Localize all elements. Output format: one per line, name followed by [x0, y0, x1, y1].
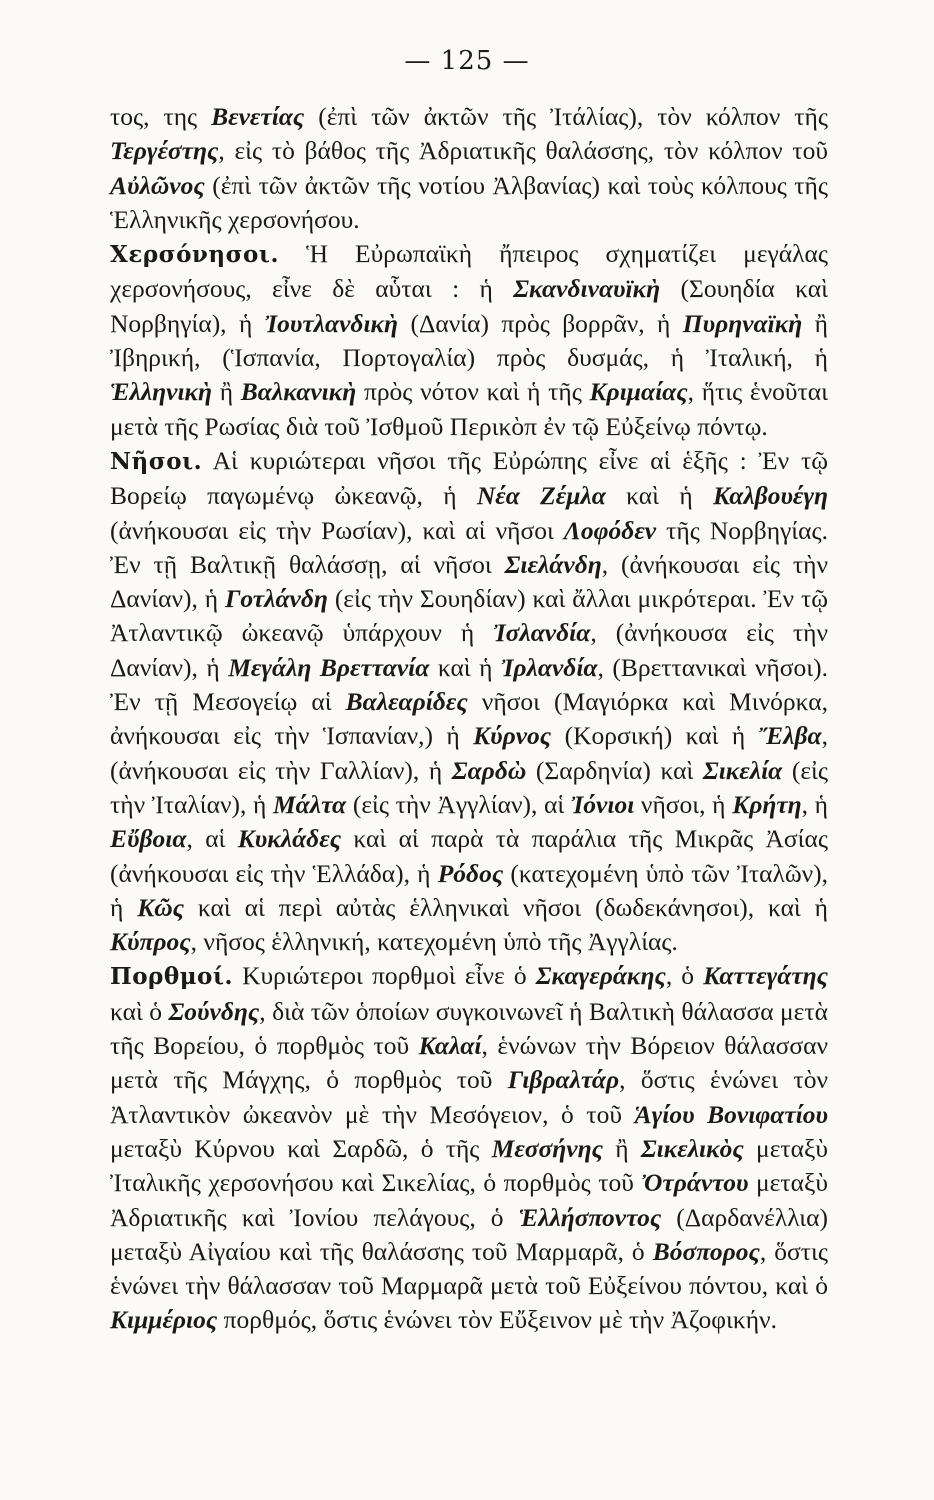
- text-run: μεταξὺ Ἰταλικῆς χερσονήσου καὶ Σικελίας, ὁ πορθμὸς τοῦ: [110, 1133, 829, 1198]
- text-run: μεταξὺ Ἀδριατικῆς καὶ Ἰονίου πελάγους, ὁ: [110, 1168, 828, 1232]
- text-run: τῆς Νορβηγίας. Ἐν τῇ Βαλτικῇ θαλάσσῃ, αἱ νῆσοι: [110, 515, 828, 579]
- emphasized-place-name: Σκαγεράκης: [535, 961, 666, 991]
- text-run: νῆσοι, ἡ: [634, 789, 733, 819]
- text-run: (Σαρδηνία) καὶ: [526, 755, 703, 785]
- text-run: (εἰς τὴν Ἰταλίαν), ἡ: [110, 755, 828, 819]
- text-run: , διὰ τῶν ὁποίων συγκοινωνεῖ ἡ Βαλτικὴ θάλασσα μετὰ τῆς Βορείου, ὁ πορθμὸς τοῦ: [110, 996, 828, 1061]
- text-run: καὶ ὁ: [110, 996, 169, 1026]
- emphasized-place-name: Σούνδης: [168, 996, 260, 1026]
- emphasized-place-name: Μεσσήνης: [491, 1133, 603, 1163]
- emphasized-place-name: Ὀτράντου: [641, 1168, 749, 1198]
- emphasized-place-name: Σικελικὸς: [640, 1133, 744, 1163]
- emphasized-place-name: Ἰόνιοι: [570, 789, 635, 819]
- section-heading: Πορθμοί.: [110, 963, 234, 991]
- emphasized-place-name: Βόσπορος: [652, 1236, 760, 1266]
- emphasized-place-name: Ἰσλανδία: [493, 618, 591, 648]
- text-run: Αἱ κυριώτεραι νῆσοι τῆς Εὐρώπης εἶνε αἱ ἑξῆς : Ἐν τῷ Βορείῳ παγωμένῳ ὠκεανῷ, ἡ: [110, 445, 828, 511]
- emphasized-place-name: Σικελία: [702, 755, 783, 785]
- emphasized-place-name: Μεγάλη Βρεττανία: [228, 652, 430, 682]
- emphasized-place-name: Σαρδὼ: [451, 755, 527, 785]
- text-run: καὶ ἡ: [429, 652, 501, 682]
- emphasized-place-name: Κρήτη: [732, 789, 802, 819]
- text-run: πορθμός, ὅστις ἑνώνει τὸν Εὔξεινον μὲ τὴν Ἀζοφικήν.: [217, 1305, 777, 1335]
- text-run: , (ἀνήκουσαι εἰς τὴν Δανίαν), ἡ: [110, 549, 828, 614]
- text-run: (ἀνήκουσαι εἰς τὴν Ρωσίαν), καὶ αἱ νῆσοι: [110, 515, 564, 545]
- paragraph-gulfs: [110, 100, 828, 237]
- emphasized-place-name: Κῶς: [137, 892, 185, 922]
- page-number: — 125 —: [404, 46, 530, 76]
- text-run: καὶ αἱ παρὰ τὰ παράλια τῆς Μικρᾶς Ἀσίας (ἀνήκουσαι εἰς τὴν Ἑλλάδα), ἡ: [110, 824, 828, 888]
- emphasized-place-name: Ἁγίου Βονιφατίου: [634, 1099, 828, 1129]
- emphasized-place-name: Μάλτα: [273, 789, 347, 819]
- emphasized-place-name: Γιβραλτάρ: [507, 1065, 620, 1095]
- text-run: τος, της: [110, 102, 212, 131]
- text-run: καὶ αἱ περὶ αὐτὰς ἑλληνικαὶ νῆσοι (δωδεκάνησοι), καὶ ἡ: [184, 892, 828, 922]
- emphasized-place-name: Καλβουέγη: [712, 481, 828, 511]
- text-run: μεταξὺ Κύρνου καὶ Σαρδῶ, ὁ τῆς: [110, 1133, 492, 1163]
- text-run: ἢ: [602, 1133, 641, 1163]
- emphasized-place-name: Γοτλάνδη: [225, 584, 328, 614]
- emphasized-place-name: Ἑλλήσποντος: [518, 1202, 662, 1232]
- emphasized-place-name: Ἰουτλανδικὴ: [264, 308, 399, 338]
- emphasized-place-name: Ἰρλανδία: [500, 652, 598, 682]
- text-run: (Σουηδία καὶ Νορβηγία), ἡ: [110, 274, 828, 338]
- text-run: ἢ Ἰβηρική, (Ἱσπανία, Πορτογαλία) πρὸς δυσμάς, ἡ Ἰταλική, ἡ: [110, 308, 828, 373]
- emphasized-place-name: Τεργέστης: [110, 136, 219, 166]
- text-run: , ὁ: [665, 961, 704, 991]
- emphasized-place-name: Καλαί: [418, 1031, 482, 1061]
- body-text: [110, 100, 828, 1338]
- text-run: , ὅστις ἑνώνει τὸν Ἀτλαντικὸν ὠκεανὸν μὲ τὴν Μεσόγειον, ὁ τοῦ: [110, 1065, 828, 1129]
- section-heading: Νῆσοι.: [110, 447, 203, 475]
- text-run: (ἐπὶ τῶν ἀκτῶν τῆς Ἰτάλίας), τὸν κόλπον τῆς: [304, 102, 828, 131]
- paragraph-islands: [110, 444, 828, 959]
- emphasized-place-name: Ρόδος: [437, 858, 504, 888]
- text-run: , ὅστις ἑνώνει τὴν θάλασσαν τοῦ Μαρμαρᾶ μετὰ τοῦ Εὐξείνου πόντου, καὶ ὁ: [110, 1236, 829, 1301]
- emphasized-place-name: Ἔλβα: [758, 721, 822, 751]
- text-run: (Κορσική) καὶ ἡ: [551, 721, 759, 751]
- paragraph-peninsulas: [110, 237, 828, 444]
- emphasized-place-name: Βαλεαρίδες: [345, 687, 468, 717]
- emphasized-place-name: Νέα Ζέμλα: [476, 481, 606, 511]
- text-run: καὶ ἡ: [605, 481, 713, 511]
- emphasized-place-name: Κριμαίας: [589, 377, 688, 407]
- text-run: (Δανία) πρὸς βορρᾶν, ἡ: [398, 308, 683, 338]
- emphasized-place-name: Βενετίας: [211, 102, 305, 131]
- text-run: νῆσοι (Μαγιόρκα καὶ Μινόρκα, ἀνήκουσαι εἰς τὴν Ἱσπανίαν,) ἡ: [110, 687, 828, 751]
- text-run: , αἱ: [186, 824, 238, 854]
- text-run: , εἰς τὸ βάθος τῆς Ἀδριατικῆς θαλάσσης, τὸν κόλπον τοῦ: [218, 136, 828, 166]
- text-run: , (Βρεττανικαὶ νῆσοι). Ἐν τῇ Μεσογείῳ αἱ: [110, 652, 828, 717]
- emphasized-place-name: Κύπρος: [110, 927, 191, 957]
- paragraph-straits: [110, 959, 828, 1337]
- text-run: Κυριώτεροι πορθμοὶ εἶνε ὁ: [233, 961, 536, 991]
- emphasized-place-name: Πυρηναϊκὴ: [682, 308, 803, 338]
- text-run: (ἐπὶ τῶν ἀκτῶν τῆς νοτίου Ἀλβανίας) καὶ τοὺς κόλπους τῆς Ἑλληνικῆς χερσονήσου.: [110, 170, 828, 234]
- text-run: , ἥτις ἑνοῦται μετὰ τῆς Ρωσίας διὰ τοῦ Ἰσθμοῦ Περικὸπ ἐν τῷ Εὐξείνῳ πόντῳ.: [110, 377, 829, 441]
- text-run: πρὸς νότον καὶ ἡ τῆς: [356, 377, 590, 407]
- emphasized-place-name: Εὔβοια: [110, 824, 187, 854]
- emphasized-place-name: Καττεγάτης: [703, 961, 828, 991]
- text-run: (εἰς τὴν Σουηδίαν) καὶ ἄλλαι μικρότεραι. Ἐν τῷ Ἀτλαντικῷ ὠκεανῷ ὑπάρχουν ἡ: [110, 584, 828, 648]
- emphasized-place-name: Αὐλῶνος: [110, 170, 205, 200]
- text-run: (εἰς τὴν Ἀγγλίαν), αἱ: [346, 789, 571, 819]
- text-run: (κατεχομένη ὑπὸ τῶν Ἰταλῶν), ἡ: [110, 858, 828, 922]
- emphasized-place-name: Σιελάνδη: [504, 549, 602, 579]
- text-run: , νῆσος ἑλληνική, κατεχομένη ὑπὸ τῆς Ἀγγλίας.: [190, 927, 678, 957]
- text-run: , (ἀνήκουσα εἰς τὴν Δανίαν), ἡ: [110, 618, 828, 682]
- emphasized-place-name: Λοφόδεν: [563, 515, 657, 545]
- text-run: , ἑνώνων τὴν Βόρειον θάλασσαν μετὰ τῆς Μάγχης, ὁ πορθμὸς τοῦ: [110, 1031, 828, 1095]
- emphasized-place-name: Κύρνος: [473, 721, 552, 751]
- section-heading: Χερσόνησοι.: [110, 241, 280, 269]
- text-run: (Δαρδανέλλια) μεταξὺ Αἰγαίου καὶ τῆς θαλάσσης τοῦ Μαρμαρᾶ, ὁ: [110, 1202, 829, 1266]
- emphasized-place-name: Κιμμέριος: [110, 1305, 218, 1335]
- text-run: Ἡ Εὐρωπαϊκὴ ἤπειρος σχηματίζει μεγάλας χερσονήσους, εἶνε δὲ αὗται : ἡ: [110, 239, 828, 304]
- text-run: , ἡ: [801, 789, 829, 819]
- emphasized-place-name: Σκανδιναυϊκὴ: [513, 274, 661, 304]
- emphasized-place-name: Βαλκανικὴ: [240, 377, 357, 407]
- text-run: ἢ: [212, 377, 241, 407]
- text-run: , (ἀνήκουσαι εἰς τὴν Γαλλίαν), ἡ: [110, 721, 828, 785]
- emphasized-place-name: Ἑλληνικὴ: [110, 377, 213, 407]
- emphasized-place-name: Κυκλάδες: [237, 824, 342, 854]
